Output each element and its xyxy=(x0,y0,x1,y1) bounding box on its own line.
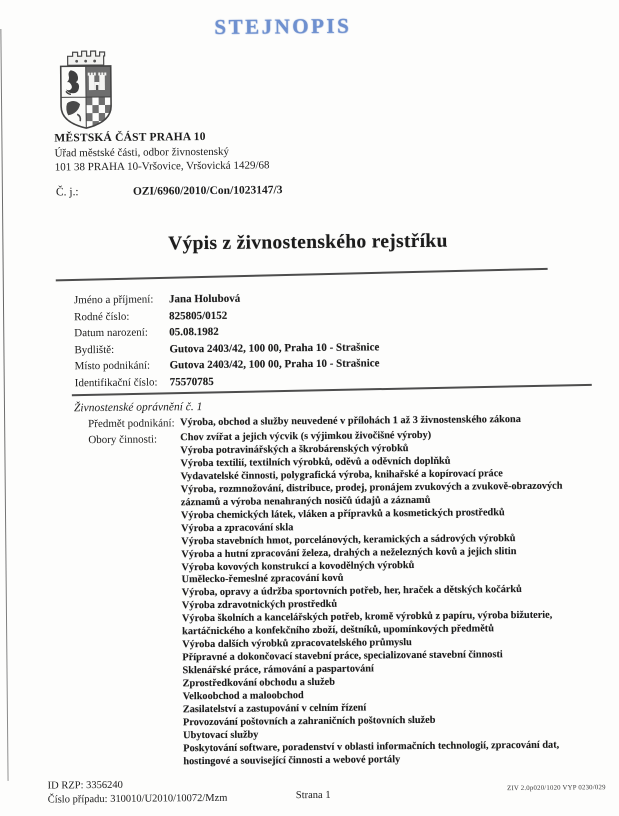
footer-print-code: ZIV 2.0p020/1020 VYP 0230/029 xyxy=(507,784,606,793)
activity-item: Výroba zdravotnických prostředků xyxy=(181,599,338,612)
activity-item: Výroba stavebních hmot, porcelánových, keramických a sádrových výrobků xyxy=(181,532,516,547)
activity-item: Provozování poštovních a zahraničních poštovních služeb xyxy=(182,714,436,729)
activity-item: Výroba a hutní zpracování železa, drahých a neželezných kovů a jejich slitin xyxy=(181,545,517,560)
activity-item: Sklenářské práce, rámování a paspartování xyxy=(182,663,374,677)
footer-case-number: Číslo případu: 310010/U2010/10072/Mzm xyxy=(47,792,228,806)
reference-number-row xyxy=(55,184,283,199)
office-department: Úřad městské části, odbor živnostenský xyxy=(54,145,230,159)
activity-fields-label: Obory činnosti: xyxy=(88,433,158,447)
office-address: 101 38 PRAHA 10-Vršovice, Vršovická 1429/68 xyxy=(54,159,270,174)
activity-list xyxy=(180,428,601,769)
activity-item: Velkoobchod a maloobchod xyxy=(182,690,304,703)
activity-item: Umělecko-řemeslné zpracování kovů xyxy=(181,573,344,586)
person-detail-label: Rodné číslo: xyxy=(74,310,130,323)
activity-item: Výroba, rozmnožování, distribuce, prodej, pronájem zvukových a zvukově-obrazových záznamů a výroba nenahraných nosičů údajů a záznamů xyxy=(180,480,563,509)
person-detail-label: Bydliště: xyxy=(74,343,115,357)
activity-item: Vydavatelské činnosti, polygrafická výroba, knihařské a kopírovací práce xyxy=(180,468,503,483)
activity-item: Výroba dalších výrobků zpracovatelského průmyslu xyxy=(182,637,412,651)
business-subject-label: Předmět podnikání: xyxy=(88,417,175,431)
reference-number-label: Č. j.: xyxy=(55,186,79,199)
praha10-coat-of-arms-icon xyxy=(53,48,120,133)
person-detail-label: Identifikační číslo: xyxy=(74,376,158,390)
issuing-office-block xyxy=(54,129,269,175)
activity-item: Výroba chemických látek, vláken a přípravků a kosmetických prostředků xyxy=(180,506,505,521)
license-heading: Živnostenské oprávnění č. 1 xyxy=(73,401,203,415)
activity-item: Chov zvířat a jejich výcvik (s výjimkou živočišné výroby) xyxy=(180,429,432,444)
person-detail-value: Gutova 2403/42, 100 00, Praha 10 - Strašnice xyxy=(169,341,380,356)
activity-item: Poskytování software, poradenství v oblasti informačních technologií, zpracování dat, hostingové a související činnosti a webové portály xyxy=(183,739,560,768)
business-subject-value: Výroba, obchod a služby neuvedené v přílohách 1 až 3 živnostenského zákona xyxy=(180,413,521,429)
person-detail-value: 825805/0152 xyxy=(169,309,228,322)
person-detail-label: Datum narození: xyxy=(74,326,148,340)
activity-item: Výroba školních a kancelářských potřeb, kromě výrobků z papíru, výroba bižuterie, kartáčnického a konfekčního zboží, deštníků, upomínkových předmětů xyxy=(181,610,553,638)
office-name: MĚSTSKÁ ČÁST PRAHA 10 xyxy=(54,130,206,145)
person-detail-label: Místo podnikání: xyxy=(74,359,151,373)
person-detail-value: 05.08.1982 xyxy=(169,326,219,339)
person-detail-value: 75570785 xyxy=(169,375,214,389)
activity-item: Zprostředkování obchodu a služeb xyxy=(182,676,335,690)
activity-item: Výroba potravinářských a škrobárenských výrobků xyxy=(180,443,409,457)
activity-item: Přípravné a dokončovací stavební práce, specializované stavební činnosti xyxy=(182,649,503,664)
footer-page-number: Strana 1 xyxy=(295,789,331,802)
activity-item: Výroba, opravy a údržba sportovních potřeb, her, hraček a dětských kočárků xyxy=(181,584,522,599)
document-title: Výpis z živnostenského rejstříku xyxy=(168,230,448,255)
footer-id-rzp: ID RZP: 3356240 xyxy=(47,779,123,792)
activity-item: Výroba a zpracování skla xyxy=(181,521,294,534)
person-detail-value: Gutova 2403/42, 100 00, Praha 10 - Strašnice xyxy=(169,357,380,372)
title-divider xyxy=(56,268,548,281)
person-details xyxy=(74,291,380,393)
activity-item: Výroba kovových konstrukcí a kovodělných výrobků xyxy=(181,559,415,573)
activity-item: Zasilatelství a zastupování v celním řízení xyxy=(182,702,367,716)
activity-item: Ubytovací služby xyxy=(183,729,259,742)
activity-item: Výroba textilií, textilních výrobků, oděvů a oděvních doplňků xyxy=(180,455,451,470)
person-detail-label: Jméno a příjmení: xyxy=(73,293,154,307)
scan-edge-artifact xyxy=(0,29,9,781)
reference-number-value: OZI/6960/2010/Con/1023147/3 xyxy=(132,184,283,198)
person-detail-value: Jana Holubová xyxy=(168,292,241,306)
stejnopis-stamp: STEJNOPIS xyxy=(214,13,352,39)
